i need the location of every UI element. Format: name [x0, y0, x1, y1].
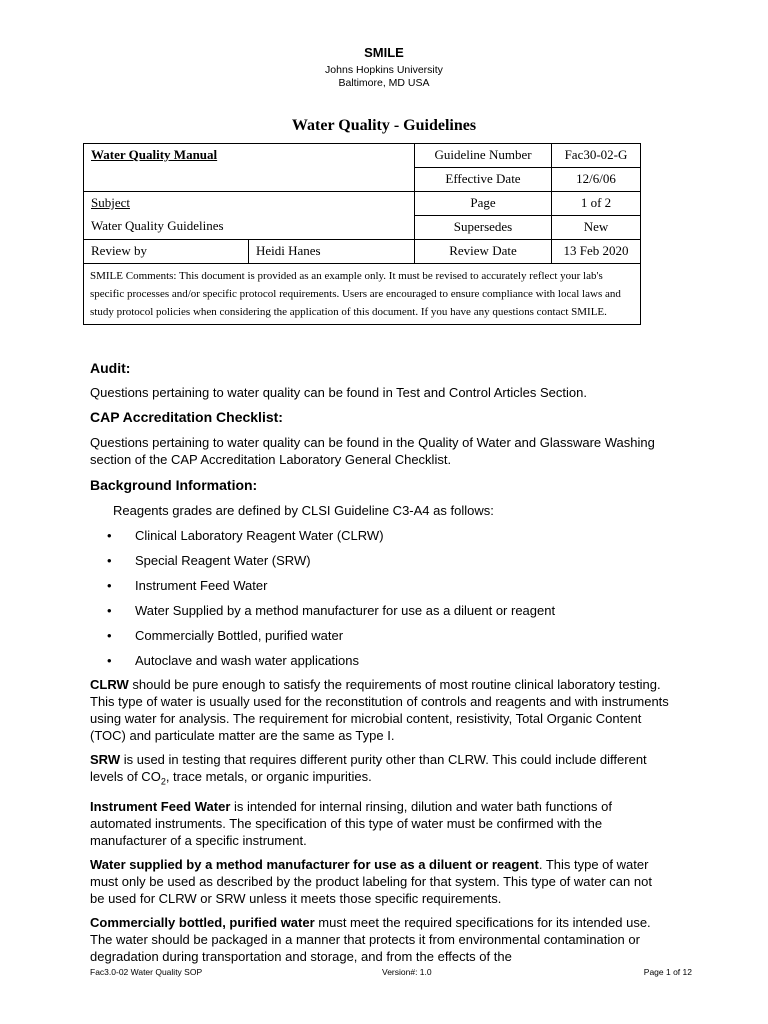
review-date-value: 13 Feb 2020 — [552, 240, 641, 264]
page-label: Page — [415, 192, 552, 216]
manufacturer-water-text: . This type of water must only be used as described by the product labeling for that system. This type of water can not be used for CLRW or SRW unless it meets those specific requirements. — [90, 856, 652, 906]
srw-paragraph — [90, 751, 670, 791]
guideline-number-label: Guideline Number — [415, 144, 552, 168]
subject-value: Water Quality Guidelines — [91, 218, 224, 233]
bottled-water-paragraph — [90, 914, 670, 965]
audit-heading: Audit: — [90, 360, 131, 376]
srw-text: is used in testing that requires different purity other than CLRW. This could include different levels of CO — [90, 752, 647, 784]
list-item: • Water Supplied by a method manufacturer for use as a diluent or reagent — [107, 602, 670, 619]
clrw-term: CLRW — [90, 677, 129, 692]
instrument-feed-text: is intended for internal rinsing, dilution and water bath functions of automated instruments. The specification of this type of water must be confirmed with the manufacturer of a specific instrument. — [90, 798, 612, 848]
footer-version: Version#: 1.0 — [382, 967, 432, 977]
manual-cell — [84, 144, 415, 192]
effective-date-label: Effective Date — [415, 168, 552, 192]
cap-text: Questions pertaining to water quality can be found in the Quality of Water and Glassware Washing section of the CAP Accreditation Laboratory General Checklist. — [90, 435, 655, 467]
review-by-value: Heidi Hanes — [249, 240, 415, 264]
page-value: 1 of 2 — [552, 192, 641, 216]
supersedes-value: New — [552, 216, 641, 240]
manufacturer-water-paragraph — [90, 856, 670, 907]
srw-text-end: , trace metals, or organic impurities. — [165, 769, 372, 784]
list-item: • Special Reagent Water (SRW) — [107, 552, 670, 569]
background-intro: Reagents grades are defined by CLSI Guideline C3-A4 as follows: — [113, 503, 494, 518]
manual-name: Water Quality Manual — [91, 147, 218, 162]
bottled-water-term: Commercially bottled, purified water — [90, 914, 315, 930]
supersedes-label: Supersedes — [415, 216, 552, 240]
srw-subscript: 2 — [160, 776, 166, 787]
smile-comments: SMILE Comments: This document is provided as an example only. It must be revised to accurately reflect your lab's specific processes and/or specific protocol requirements. Users are encouraged to ensure compliance with local laws and study protocol policies when considering the application of this document. If you have any questions contact SMILE. — [84, 264, 641, 325]
list-item: • Clinical Laboratory Reagent Water (CLRW) — [107, 527, 670, 544]
reagent-grade-list — [90, 527, 670, 669]
guideline-number-value: Fac30-02-G — [552, 144, 641, 168]
srw-term: SRW — [90, 752, 121, 767]
document-title: Water Quality - Guidelines — [291, 117, 477, 134]
subject-label: Subject — [91, 195, 130, 210]
list-item: • Instrument Feed Water — [107, 577, 670, 594]
organization-name: SMILE — [364, 45, 404, 60]
list-item: • Commercially Bottled, purified water — [107, 627, 670, 644]
effective-date-value: 12/6/06 — [552, 168, 641, 192]
clrw-paragraph — [90, 676, 670, 744]
subject-cell — [84, 192, 415, 240]
review-date-label: Review Date — [415, 240, 552, 264]
organization-line-1: Johns Hopkins University — [325, 64, 443, 76]
manufacturer-water-term: Water supplied by a method manufacturer for use as a diluent or reagent — [90, 856, 539, 872]
footer-page-number: Page 1 of 12 — [643, 967, 692, 977]
list-item: • Autoclave and wash water applications — [107, 652, 670, 669]
cap-heading: CAP Accreditation Checklist: — [90, 409, 283, 425]
footer-document-id: Fac3.0-02 Water Quality SOP — [90, 967, 203, 977]
document-body — [90, 360, 670, 965]
bottled-water-text: must meet the required specifications for its intended use. The water should be packaged in a manner that protects it from environmental contamination or degradation during transportation and storage, and from the effects of the — [90, 914, 651, 964]
background-heading: Background Information: — [90, 477, 258, 493]
document-info-table — [83, 143, 641, 325]
review-by-label: Review by — [84, 240, 249, 264]
instrument-feed-paragraph — [90, 798, 670, 849]
audit-text: Questions pertaining to water quality can be found in Test and Control Articles Section. — [90, 385, 587, 400]
clrw-text: should be pure enough to satisfy the requirements of most routine clinical laboratory testing. This type of water is usually used for the reconstitution of controls and reagents and with instruments using water for analysis. The requirement for microbial content, resistivity, Total Organic Content (TOC) and particulate matter are the same as Type I. — [90, 677, 669, 743]
instrument-feed-term: Instrument Feed Water — [90, 798, 231, 814]
organization-line-2: Baltimore, MD USA — [338, 77, 430, 89]
